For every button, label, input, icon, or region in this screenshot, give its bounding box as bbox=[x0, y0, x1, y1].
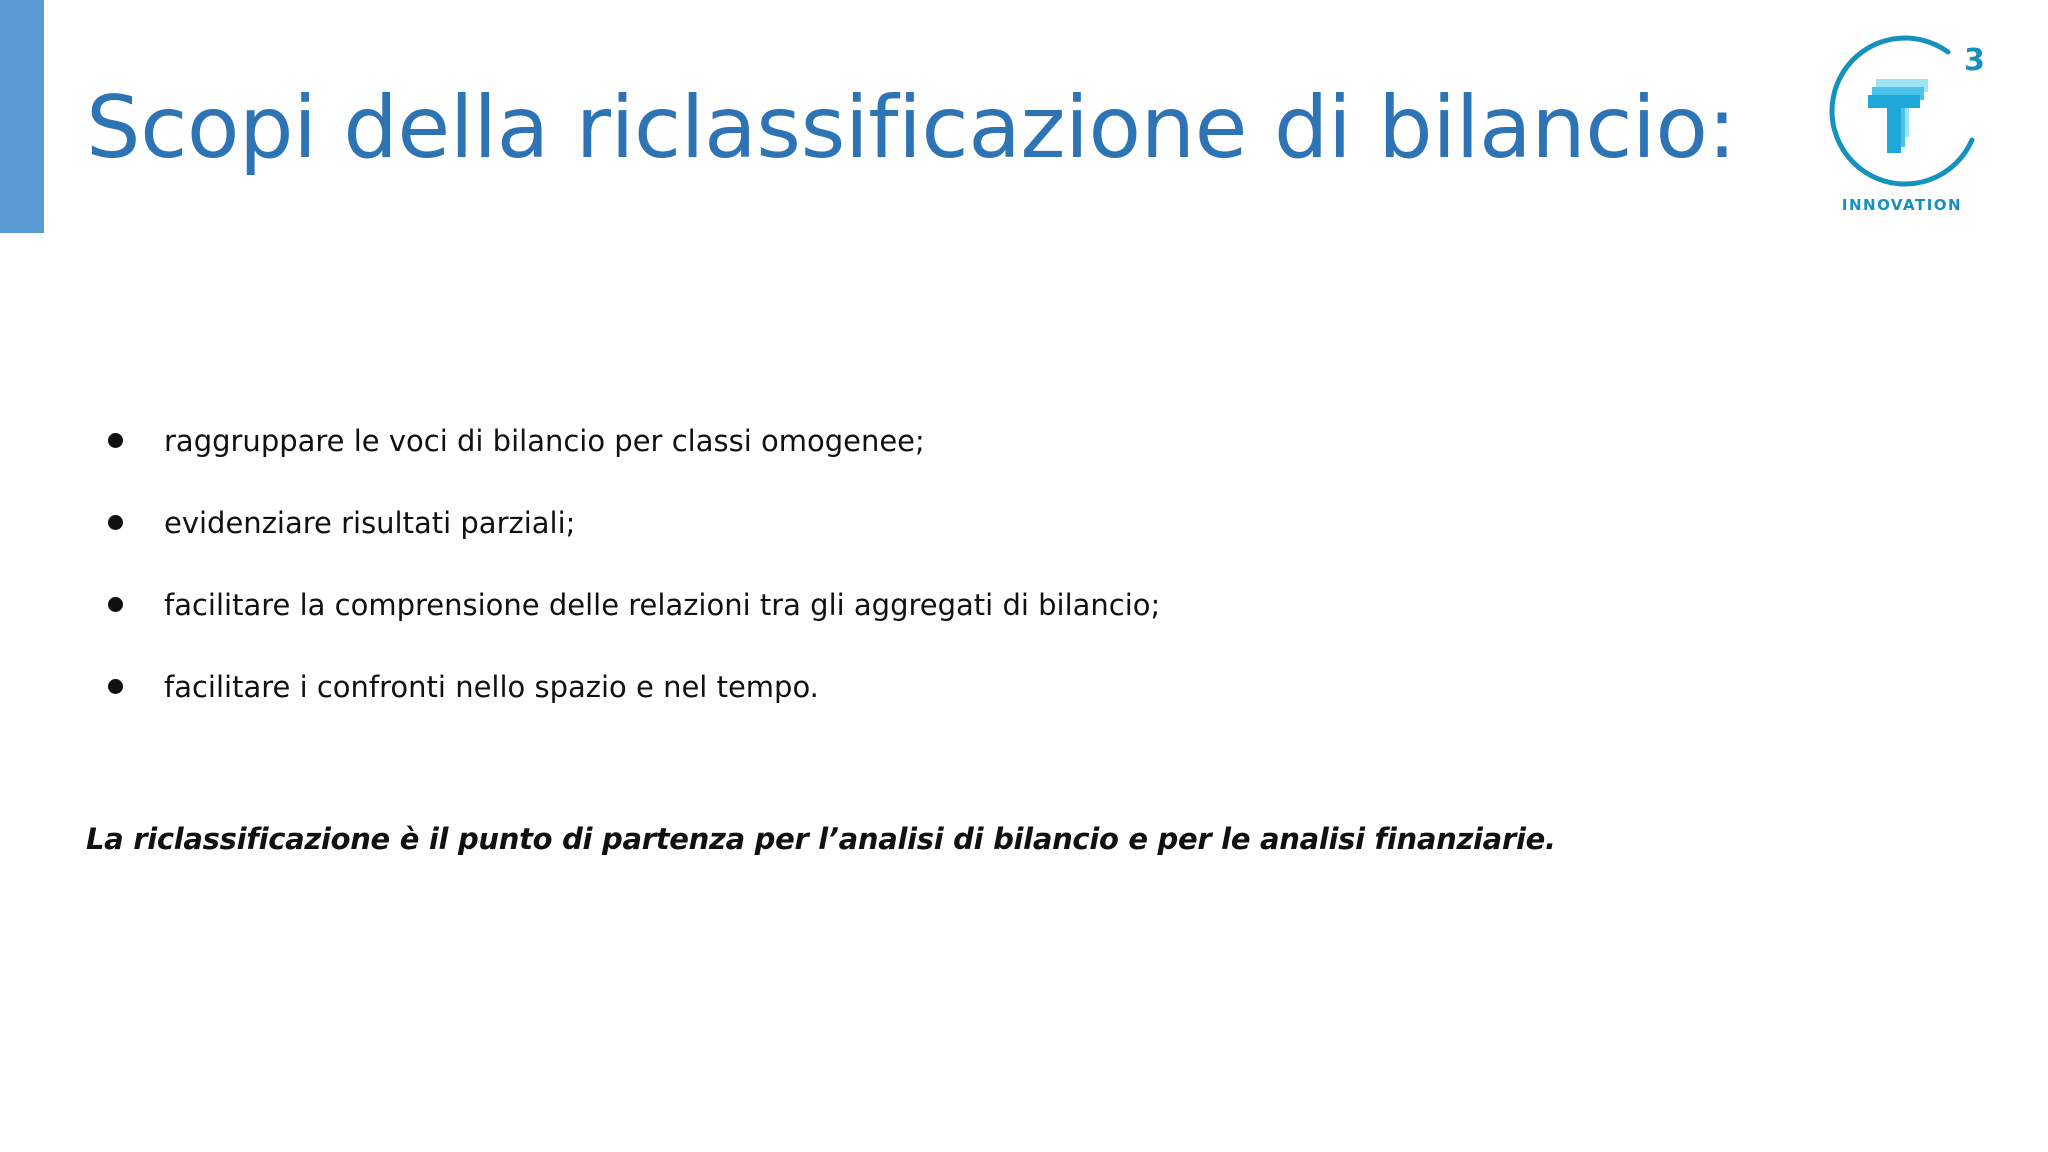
bullet-dot-icon bbox=[108, 597, 123, 612]
bullet-text: raggruppare le voci di bilancio per classi omogenee; bbox=[164, 424, 925, 458]
conclusion-text: La riclassificazione è il punto di partenza per l’analisi di bilancio e per le analisi finanziarie. bbox=[86, 822, 1556, 856]
t3-innovation-logo-icon bbox=[1820, 30, 2010, 220]
svg-text:3: 3 bbox=[1964, 43, 1985, 78]
logo-text: INNOVATION bbox=[1841, 196, 1963, 214]
bullet-text: facilitare i confronti nello spazio e nel tempo. bbox=[164, 670, 819, 704]
bullet-text: evidenziare risultati parziali; bbox=[164, 506, 576, 540]
accent-bar bbox=[0, 0, 44, 233]
bullet-dot-icon bbox=[108, 433, 123, 448]
slide-title: Scopi della riclassificazione di bilancio: bbox=[86, 78, 1736, 178]
bullet-dot-icon bbox=[108, 679, 123, 694]
bullet-dot-icon bbox=[108, 515, 123, 530]
bullet-text: facilitare la comprensione delle relazioni tra gli aggregati di bilancio; bbox=[164, 588, 1161, 622]
